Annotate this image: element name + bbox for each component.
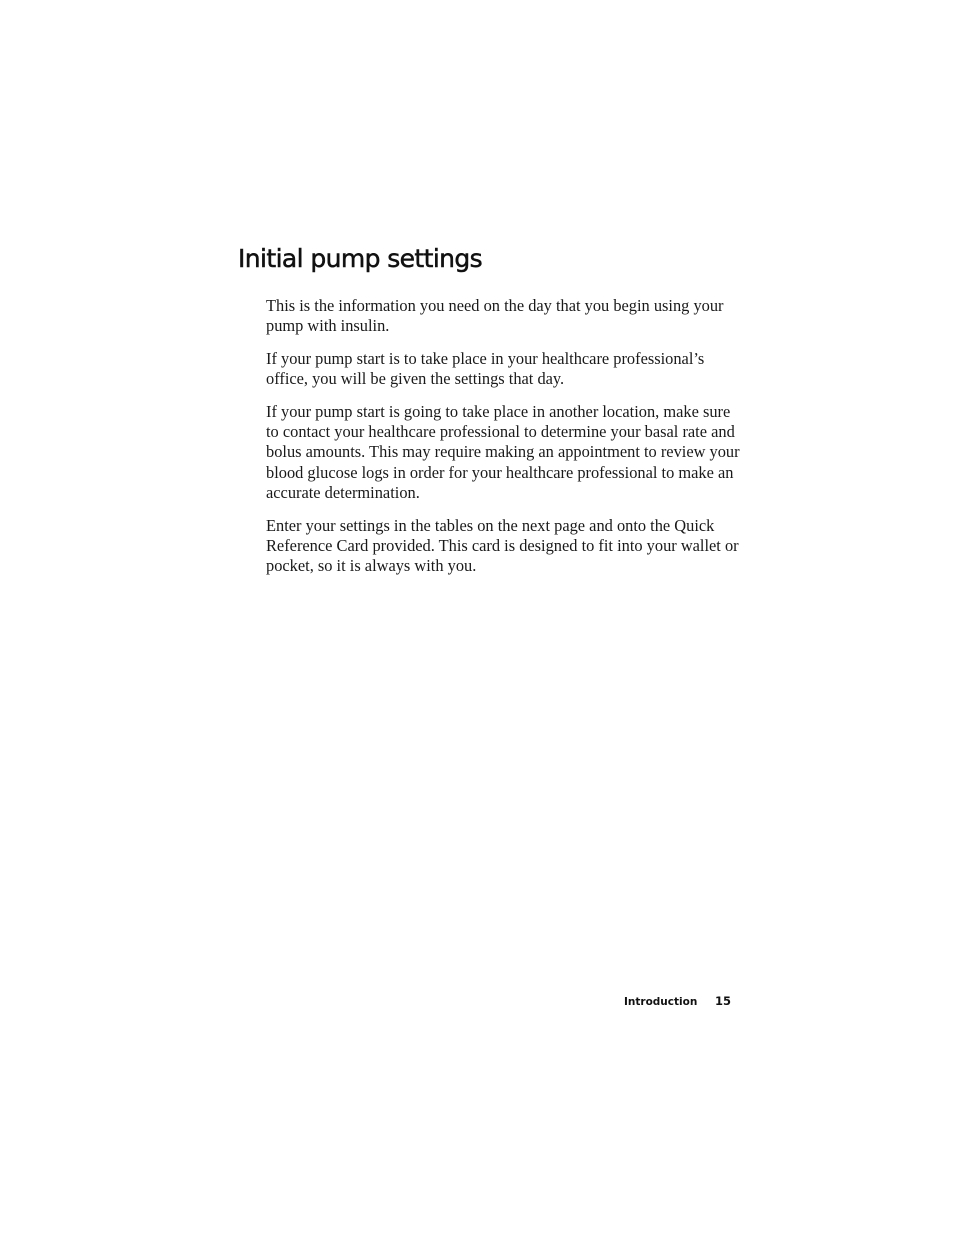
paragraph-4: Enter your settings in the tables on the next page and onto the Quick Reference Card provided. This card is designed to fit into your wallet or pocket, so it is always with you.	[266, 515, 739, 576]
body-text	[266, 296, 746, 589]
page-footer	[624, 994, 731, 1008]
paragraph-1: This is the information you need on the day that you begin using your pump with insulin.	[266, 296, 724, 336]
footer-section: Introduction	[624, 996, 698, 1008]
paragraph-3: If your pump start is going to take place in another location, make sure to contact your healthcare professional to determine your basal rate and bolus amounts. This may require making an appointment to review your blood glucose logs in order for your healthcare professional to make an accurate determination.	[266, 401, 740, 503]
paragraph-2: If your pump start is to take place in your healthcare professional’s office, you will be given the settings that day.	[266, 348, 705, 389]
page-title: Initial pump settings	[238, 244, 483, 273]
page-number: 15	[714, 994, 731, 1008]
